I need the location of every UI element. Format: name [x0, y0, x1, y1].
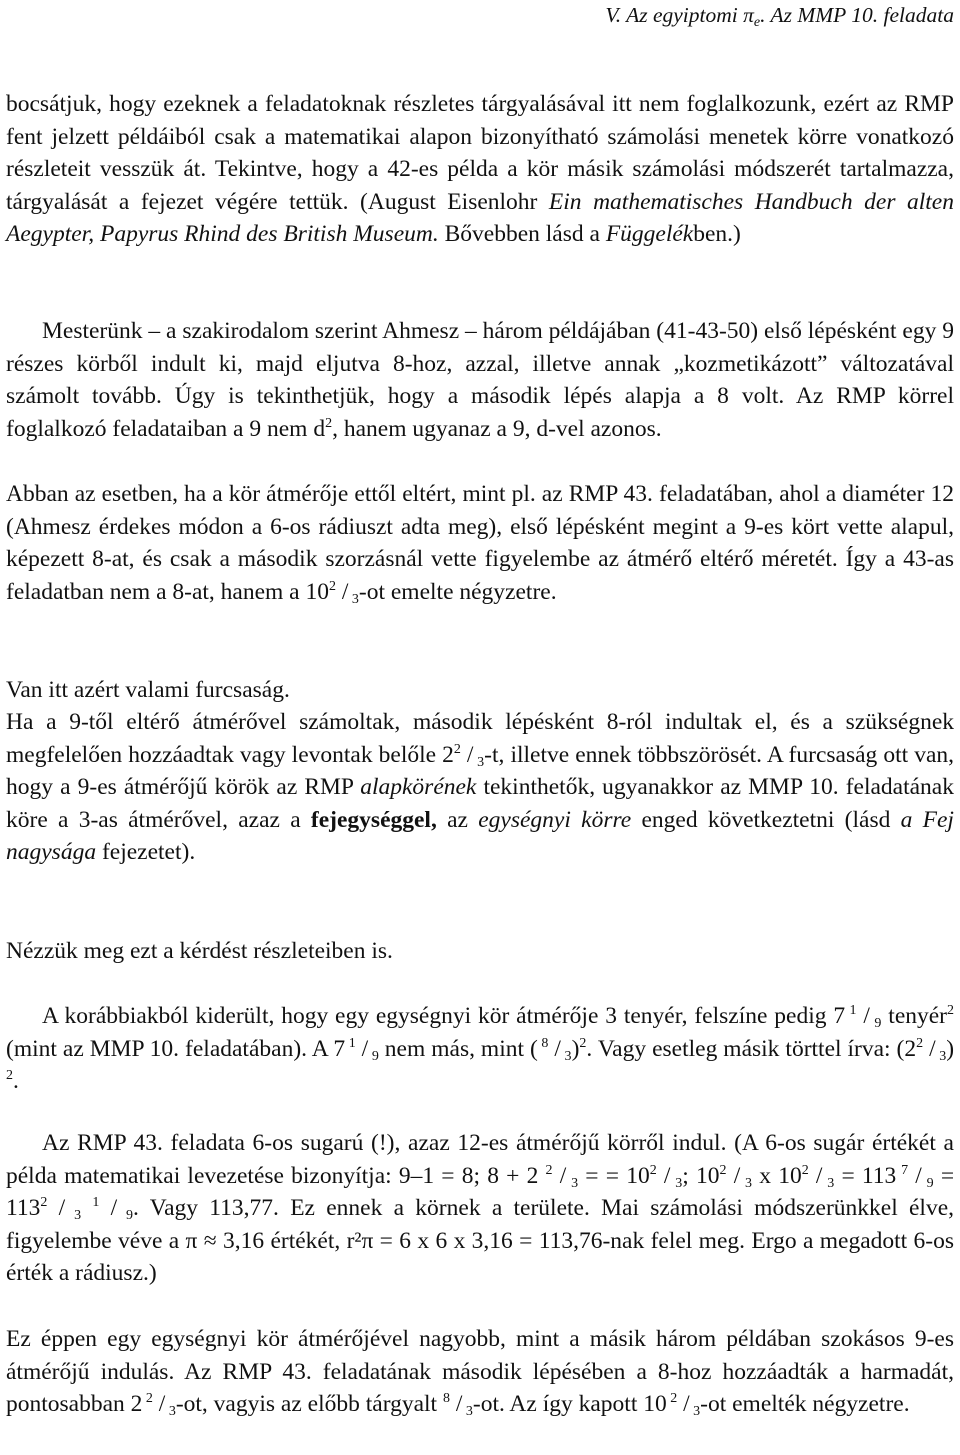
text: Bővebben lásd a [438, 221, 606, 247]
text: enged következtetni (lásd [631, 806, 901, 833]
text: fejezetet). [96, 839, 196, 865]
running-header [605, 0, 954, 32]
paragraph-6 [6, 935, 954, 968]
header-text: V. Az egyiptomi [605, 3, 744, 27]
subscript: 9 [869, 1016, 882, 1031]
text: / [656, 1162, 671, 1189]
subscript: 3 [473, 754, 485, 770]
text: Van itt azért valami furcsaság. [6, 677, 290, 703]
text: / [856, 1003, 870, 1029]
header-text: . Az MMP 10. feladata [760, 3, 954, 27]
text: / [449, 1391, 463, 1417]
text: tenyér [881, 1003, 948, 1029]
italic-text: egységnyi körre [478, 806, 632, 833]
text: Ez éppen egy egységnyi kör átmérőjével nagyobb, mint a másik három példában szokásos 9-es átmérőjű indulás. Az RMP 43. feladatának második lépésében a 8-hoz hozzáadták a harmadát, pontosabban 2 [6, 1326, 954, 1417]
subscript: 3 [65, 1208, 82, 1223]
text: ; 10 [682, 1162, 720, 1189]
superscript: 2 [142, 1391, 153, 1406]
superscript: 2 [579, 1035, 587, 1051]
text: / [552, 1162, 567, 1189]
text: , hanem ugyanaz a 9, d-vel azonos. [332, 415, 662, 442]
superscript: 2 [545, 1162, 553, 1178]
text: Nézzük meg ezt a kérdést részleteiben is. [6, 938, 393, 964]
text: (mint az MMP 10. feladatában). A 7 [6, 1035, 346, 1062]
text: / [355, 1035, 369, 1062]
superscript: 7 [896, 1162, 909, 1178]
subscript: 3 [566, 1175, 579, 1191]
text: -ot emelte négyzetre. [358, 578, 557, 605]
text: . Vagy esetleg másik törttel írva: (2 [586, 1035, 917, 1062]
text: ) [946, 1035, 955, 1062]
superscript: 2 [649, 1162, 657, 1178]
text: az [436, 806, 479, 833]
superscript: 2 [6, 1068, 13, 1083]
text: nem más, mint ( [378, 1035, 538, 1062]
text [81, 1195, 92, 1221]
superscript: 2 [453, 741, 461, 757]
subscript: 9 [368, 1048, 379, 1064]
subscript: 3 [822, 1175, 835, 1191]
pi-subscript: e [753, 15, 761, 30]
superscript: 8 [442, 1391, 450, 1406]
subscript: 9 [117, 1208, 134, 1223]
subscript: 3 [462, 1404, 473, 1419]
text: -ot. Az így kapott 10 [472, 1391, 667, 1417]
subscript: 3 [689, 1404, 701, 1419]
text: . Vagy 113,77. Ez ennek a körnek a területe. Mai számolási módszerünkkel élve, figyelembe véve a π ≈ 3,16 értékét, r²π = 6 x 6 x 3,16 = 113,76-nak felel meg. Ergo a megadott 6-os érték a rádiusz.) [6, 1195, 955, 1286]
subscript: 3 [348, 591, 359, 607]
subscript: 3 [935, 1048, 947, 1064]
pi-symbol: π [743, 3, 754, 27]
text: Az RMP 43. feladata 6-os sugarú (!), azaz 12-es átmérőjű körről indul. (A 6-os sugár értékét a példa matematikai levezetése bizonyítja: 9–1 = 8; 8 + 2 [6, 1130, 954, 1189]
text: . [13, 1068, 19, 1094]
text: = 113 [6, 1162, 955, 1221]
subscript: 3 [165, 1404, 176, 1419]
text: / [460, 741, 474, 768]
subscript: 9 [921, 1175, 934, 1191]
paragraph-4 [6, 674, 954, 707]
text: / [923, 1035, 936, 1062]
text: / [47, 1195, 66, 1221]
superscript: 2 [719, 1162, 727, 1178]
text: / [726, 1162, 741, 1189]
superscript: 2 [801, 1162, 809, 1178]
italic-text: alapkörének [360, 774, 477, 800]
superscript: 1 [345, 1035, 356, 1051]
italic-text: a Fej nagysága [6, 806, 954, 865]
superscript: 2 [40, 1195, 48, 1210]
text: Ha a 9-től eltérő átmérővel számoltak, második lépésként 8-ról indultak el, és a szükségnek megfelelően hozzáadtak vagy levontak belőle 2 [6, 709, 954, 768]
text: = 113 [834, 1162, 897, 1189]
text: / [99, 1195, 118, 1221]
text: Mesterünk – a szakirodalom szerint Ahmesz – három példájában (41-43-50) első lépésként egy 9 részes körből indult ki, majd eljutva 8-hoz, azzal, illetve annak „kozmetikázott” változatával számolt tovább. Úgy is tekinthetjük, hogy a második lépés alapja a 8 volt. Az RMP körrel foglalkozó feladataiban a 9 nem d [6, 318, 954, 442]
subscript: 3 [740, 1175, 753, 1191]
paragraph-7 [6, 1000, 954, 1098]
text: x 10 [752, 1162, 802, 1189]
paragraph-3 [6, 478, 954, 608]
text: / [677, 1391, 690, 1417]
superscript: 1 [92, 1195, 100, 1210]
superscript: 2 [916, 1035, 924, 1051]
superscript: 2 [947, 1003, 955, 1018]
text: Abban az esetben, ha a kör átmérője ettől eltért, mint pl. az RMP 43. feladatában, ahol a diaméter 12 (Ahmesz érdekes módon a 6-os rádiuszt adta meg), első lépésként megint a 9-es kört vette alapul, képezett 8-at, és csak a második szorzásnál vette figyelembe az átmérő eltérő méretét. Így a 43-as feladatban nem a 8-at, hanem a 10 [6, 481, 954, 605]
text: ) [571, 1035, 580, 1062]
paragraph-8 [6, 1127, 954, 1290]
text: / [548, 1035, 561, 1062]
text: -ot emelték négyzetre. [700, 1391, 910, 1417]
italic-text: Ein mathematisches Handbuch der alten Aegypter, Papyrus Rhind des British Museum. [6, 188, 954, 247]
subscript: 3 [560, 1048, 572, 1064]
paragraph-5 [6, 706, 954, 869]
italic-text: Függelék [605, 221, 694, 247]
text: / [152, 1391, 166, 1417]
text: / [335, 578, 349, 605]
text: -t, illetve ennek többszörösét. A furcsaság ott van, hogy a 9-es átmérőjű körök az RMP [6, 741, 955, 800]
text: ben.) [693, 221, 741, 247]
paragraph-1 [6, 88, 954, 251]
text: / [808, 1162, 823, 1189]
text: tekinthetők, ugyanakkor az MMP 10. feladatának köre a 3-as átmérővel, azaz a [6, 774, 954, 833]
paragraph-9 [6, 1323, 954, 1421]
bold-text: fejegységgel, [310, 806, 437, 833]
subscript: 3 [670, 1175, 683, 1191]
paragraph-2 [6, 315, 954, 445]
text: -ot, vagyis az előbb tárgyalt [175, 1391, 443, 1417]
text: bocsátjuk, hogy ezeknek a feladatoknak részletes tárgyalásával itt nem foglalkozunk, ezért az RMP fent jelzett példáiból csak a matematikai alapon bizonyítható számolási menetek körre vonatkozó részleteit vesszük át. Tekintve, hogy a 42-es példa a kör másik számolási módszerét tartalmazza, tárgyalását a fejezet végére tettük. (August Eisenlohr [6, 91, 954, 215]
text: / [908, 1162, 922, 1189]
superscript: 2 [666, 1391, 678, 1406]
superscript: 2 [325, 415, 333, 431]
superscript: 8 [537, 1035, 549, 1051]
superscript: 1 [845, 1003, 857, 1018]
text: A korábbiakból kiderült, hogy egy egységnyi kör átmérője 3 tenyér, felszíne pedig 7 [42, 1003, 846, 1029]
text: = = 10 [578, 1162, 650, 1189]
superscript: 2 [328, 578, 336, 594]
